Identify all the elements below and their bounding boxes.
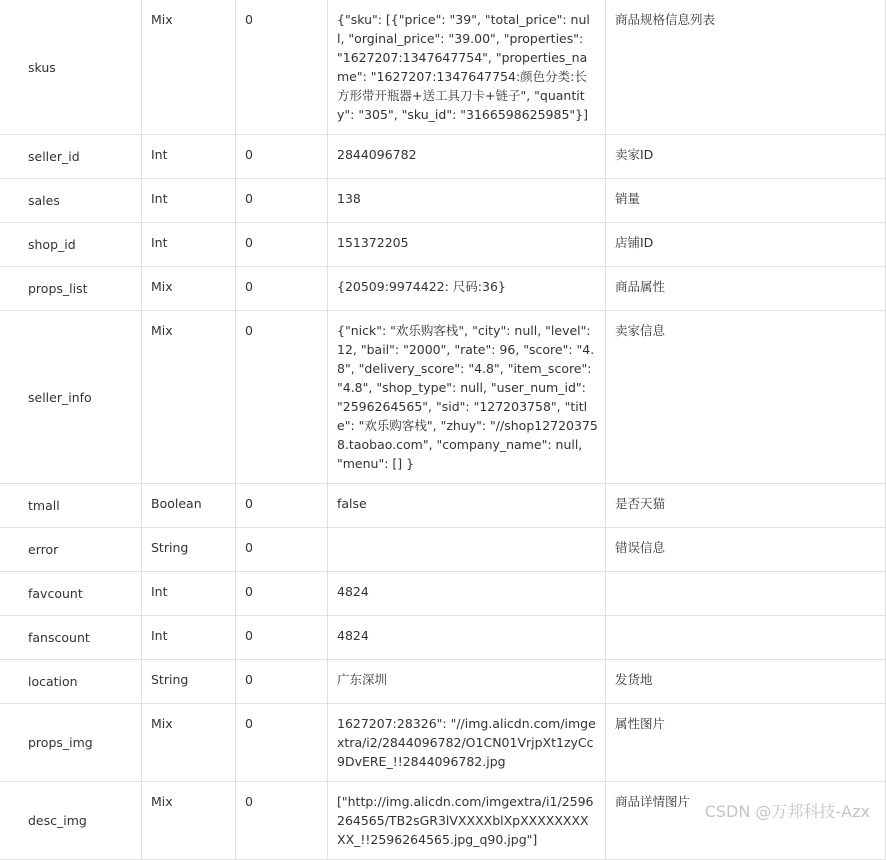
- field-default: 0: [236, 660, 328, 704]
- field-description: 商品属性: [606, 267, 886, 311]
- field-default: 0: [236, 223, 328, 267]
- field-name: desc_img: [0, 782, 142, 860]
- field-name: seller_info: [0, 311, 142, 484]
- field-example: 4824: [328, 572, 606, 616]
- field-type: String: [142, 660, 236, 704]
- table-row: [0, 572, 886, 616]
- table-row: [0, 660, 886, 704]
- field-default: 0: [236, 311, 328, 484]
- field-name: skus: [0, 0, 142, 135]
- table-row: [0, 616, 886, 660]
- field-type: Boolean: [142, 484, 236, 528]
- field-example: {20509:9974422: 尺码:36}: [328, 267, 606, 311]
- field-name: props_list: [0, 267, 142, 311]
- field-name: fanscount: [0, 616, 142, 660]
- field-default: 0: [236, 135, 328, 179]
- field-example: 广东深圳: [328, 660, 606, 704]
- field-name: shop_id: [0, 223, 142, 267]
- field-type: Int: [142, 223, 236, 267]
- table-row: [0, 267, 886, 311]
- field-type: Mix: [142, 782, 236, 860]
- field-default: 0: [236, 528, 328, 572]
- field-example: 138: [328, 179, 606, 223]
- field-example: [328, 528, 606, 572]
- field-type: Int: [142, 179, 236, 223]
- field-description: 商品规格信息列表: [606, 0, 886, 135]
- field-default: 0: [236, 0, 328, 135]
- field-type: Int: [142, 572, 236, 616]
- field-name: error: [0, 528, 142, 572]
- field-example: {"sku": [{"price": "39", "total_price": null, "orginal_price": "39.00", "properties": "1627207:1347647754", "properties_name": "1627207:1347647754:颜色分类:长方形带开瓶器+送工具刀卡+链子", "quantity": "305", "sku_id": "3166598625985"}]: [328, 0, 606, 135]
- table-row: [0, 135, 886, 179]
- field-default: 0: [236, 572, 328, 616]
- field-name: sales: [0, 179, 142, 223]
- field-example: 151372205: [328, 223, 606, 267]
- field-default: 0: [236, 704, 328, 782]
- field-name: favcount: [0, 572, 142, 616]
- field-example: {"nick": "欢乐购客栈", "city": null, "level": 12, "bail": "2000", "rate": 96, "score": "4.8", "delivery_score": "4.8", "item_score": "4.8", "shop_type": null, "user_num_id": "2596264565", "sid": "127203758", "title": "欢乐购客栈", "zhuy": "//shop127203758.taobao.com", "company_name": null, "menu": [] }: [328, 311, 606, 484]
- field-name: tmall: [0, 484, 142, 528]
- field-type: String: [142, 528, 236, 572]
- field-name: props_img: [0, 704, 142, 782]
- field-description: 是否天猫: [606, 484, 886, 528]
- field-default: 0: [236, 616, 328, 660]
- table-row: [0, 528, 886, 572]
- field-description: 卖家信息: [606, 311, 886, 484]
- field-example: 4824: [328, 616, 606, 660]
- field-type: Mix: [142, 311, 236, 484]
- field-name: location: [0, 660, 142, 704]
- table-row: [0, 223, 886, 267]
- field-type: Int: [142, 135, 236, 179]
- field-name: seller_id: [0, 135, 142, 179]
- table-row: [0, 0, 886, 135]
- field-description: 发货地: [606, 660, 886, 704]
- field-description: 错误信息: [606, 528, 886, 572]
- field-example: ["http://img.alicdn.com/imgextra/i1/2596264565/TB2sGR3lVXXXXblXpXXXXXXXXXX_!!2596264565.jpg_q90.jpg"]: [328, 782, 606, 860]
- field-example: 1627207:28326": "//img.alicdn.com/imgextra/i2/2844096782/O1CN01VrjpXt1zyCc9DvERE_!!2844096782.jpg: [328, 704, 606, 782]
- field-default: 0: [236, 484, 328, 528]
- field-example: false: [328, 484, 606, 528]
- field-description: [606, 616, 886, 660]
- field-default: 0: [236, 782, 328, 860]
- field-description: 商品详情图片: [606, 782, 886, 860]
- field-description: 卖家ID: [606, 135, 886, 179]
- field-default: 0: [236, 267, 328, 311]
- watermark: CSDN @万邦科技-Azx: [704, 802, 870, 821]
- table-row: [0, 311, 886, 484]
- field-type: Mix: [142, 704, 236, 782]
- field-description: 店铺ID: [606, 223, 886, 267]
- field-description: [606, 572, 886, 616]
- field-default: 0: [236, 179, 328, 223]
- table-row: [0, 704, 886, 782]
- table-row: [0, 484, 886, 528]
- field-description: 属性图片: [606, 704, 886, 782]
- field-type: Int: [142, 616, 236, 660]
- table-row: [0, 179, 886, 223]
- field-example: 2844096782: [328, 135, 606, 179]
- field-type: Mix: [142, 0, 236, 135]
- field-description: 销量: [606, 179, 886, 223]
- field-type: Mix: [142, 267, 236, 311]
